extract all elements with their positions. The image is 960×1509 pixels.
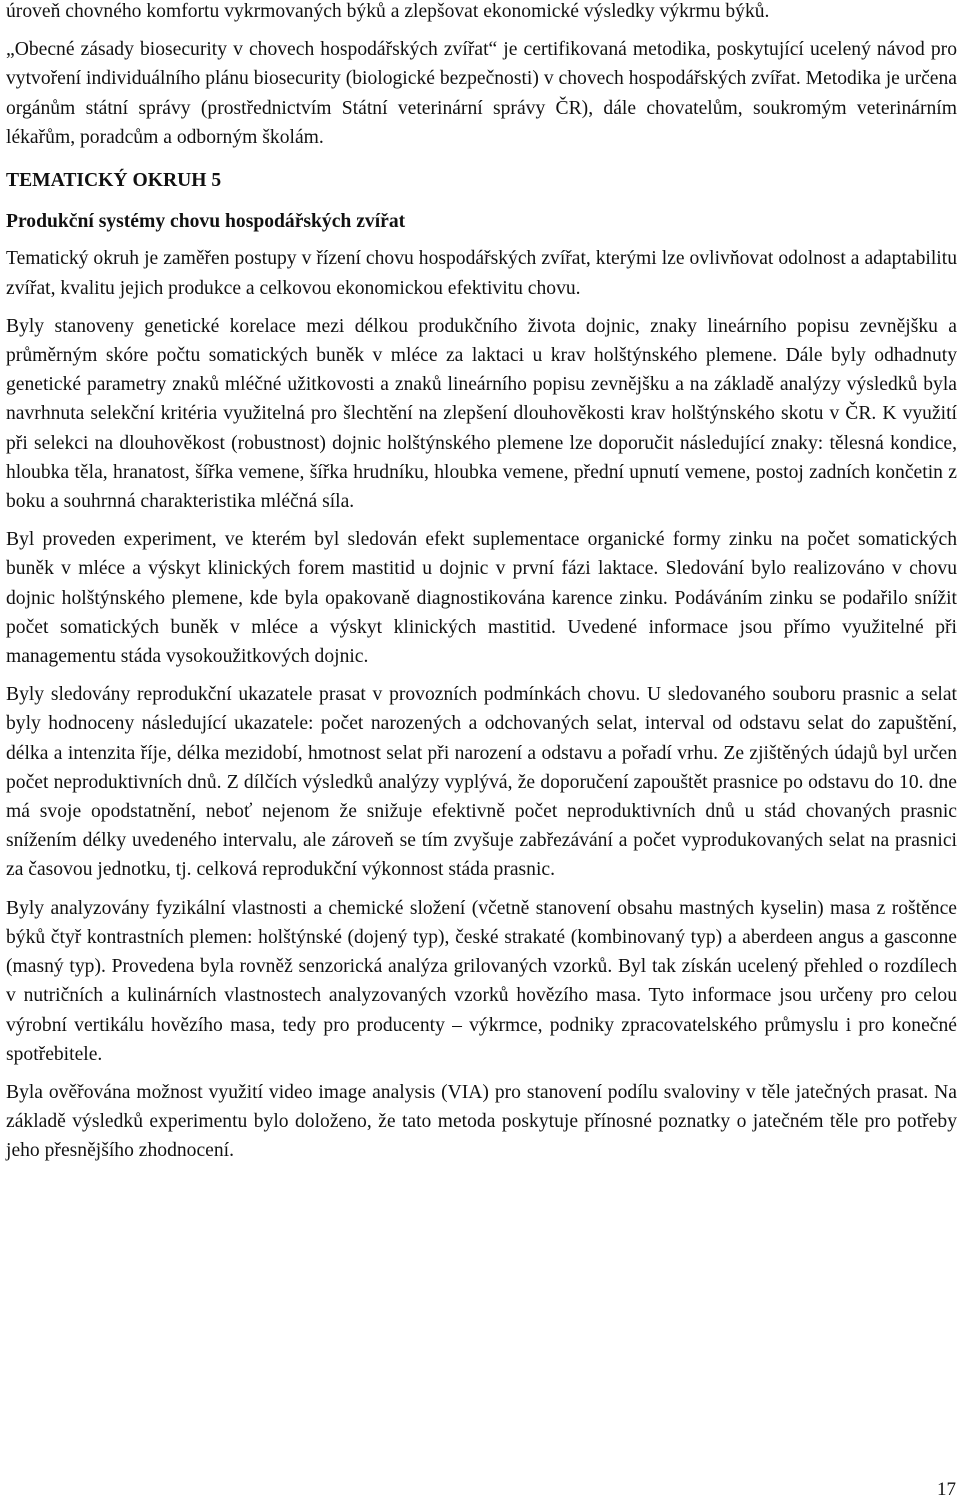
paragraph-section-overview: Tematický okruh je zaměřen postupy v řízení chovu hospodářských zvířat, kterými lze ovlivňovat odolnost a adaptabilitu zvířat, kvalitu jejich produkce a celkovou ekonomickou efektivitu chovu. (6, 248, 957, 299)
paragraph-beef-analysis: Byly analyzovány fyzikální vlastnosti a chemické složení (včetně stanovení obsahu mastných kyselin) masa z roštěnce býků čtyř kontrastních plemen: holštýnské (dojený typ), české strakaté (kombinovaný typ) a aberdeen angus a gasconne (masný typ). Provedena byla rovněž senzorická analýza grilovaných vzorků. Byl tak získán ucelený přehled o rozdílech v nutričních a kulinárních vlastnostech analyzovaných vzorků hovězího masa. Tyto informace jsou určeny pro celou výrobní vertikálu hovězího masa, tedy pro producenty – výkrmce, podniky zpracovatelského průmyslu i pro konečné spotřebitele. (6, 897, 957, 1065)
paragraph-video-image-analysis: Byla ověřována možnost využití video image analysis (VIA) pro stanovení podílu svaloviny v těle jatečných prasat. Na základě výsledků experimentu bylo doloženo, že tato metoda poskytuje přínosné poznatky o jatečném těle pro potřeby jeho přesnějšího zhodnocení. (6, 1081, 957, 1162)
document-page (6, 0, 957, 1175)
paragraph-genetic-correlations: Byly stanoveny genetické korelace mezi délkou produkčního života dojnic, znaky lineárního popisu zevnějšku a průměrným skóre počtu somatických buněk v mléce za laktaci u krav holštýnského plemene. Dále byly odhadnuty genetické parametry znaků mléčné užitkovosti a znaků lineárního popisu zevnějšku a na základě analýzy výsledků byla navrhnuta selekční kritéria využitelná pro šlechtění na zlepšení dlouhověkosti krav holštýnského skotu v ČR. K využití při selekci na dlouhověkost (robustnost) dojnic holštýnského plemene lze doporučit následující znaky: tělesná kondice, hloubka těla, hranatost, šířka vemene, šířka hrudníku, hloubka vemene, přední upnutí vemene, postoj zadních končetin z boku a souhrnná charakteristika mléčná síla. (6, 315, 957, 513)
section-heading: TEMATICKÝ OKRUH 5 (6, 170, 222, 192)
paragraph-pig-reproduction: Byly sledovány reprodukční ukazatele prasat v provozních podmínkách chovu. U sledovaného souboru prasnic a selat byly hodnoceny následující ukazatele: počet narozených a odchovaných selat, interval od odstavu selat do zapuštění, délka a intenzita říje, délka mezidobí, hmotnost selat při narození a odstavu a pořadí vrhu. Ze zjištěných údajů byl určen počet neproduktivních dnů. Z dílčích výsledků analýzy vyplývá, že doporučení zapouštět prasnice po odstavu do 10. dne má svoje opodstatnění, neboť nejenom že snižuje efektivně počet neproduktivních dnů u stád chovaných prasnic snížením délky uvedeného intervalu, ale zároveň se tím zvyšuje zabřezávání a počet vyprodukovaných selat na prasnici za časovou jednotku, tj. celková reprodukční výkonnost stáda prasnic. (6, 684, 957, 881)
section-subheading: Produkční systémy chovu hospodářských zvířat (6, 211, 406, 233)
paragraph-zinc-experiment: Byl proveden experiment, ve kterém byl sledován efekt suplementace organické formy zinku na počet somatických buněk v mléce a výskyt klinických forem mastitid u dojnic v první fázi laktace. Sledování bylo realizováno v chovu dojnic holštýnského plemene, kde byla opakovaně diagnostikována karence zinku. Podáváním zinku se podařilo snížit počet somatických buněk v mléce a výskyt klinických mastitid. Uvedené informace jsou přímo využitelné při managementu stáda vysokoužitkových dojnic. (6, 529, 957, 668)
page-number: 17 (937, 1479, 956, 1500)
paragraph-biosecurity-methodology: „Obecné zásady biosecurity v chovech hospodářských zvířat“ je certifikovaná metodika, poskytující ucelený návod pro vytvoření individuálního plánu biosecurity (biologické bezpečnosti) v chovech hospodářských zvířat. Metodika je určena orgánům státní správy (prostřednictvím Státní veterinární správy ČR), dále chovatelům, soukromým veterinárním lékařům, poradcům a odborným školám. (6, 39, 957, 148)
paragraph-intro-continuation: úroveň chovného komfortu vykrmovaných býků a zlepšovat ekonomické výsledky výkrmu býků. (6, 1, 770, 22)
